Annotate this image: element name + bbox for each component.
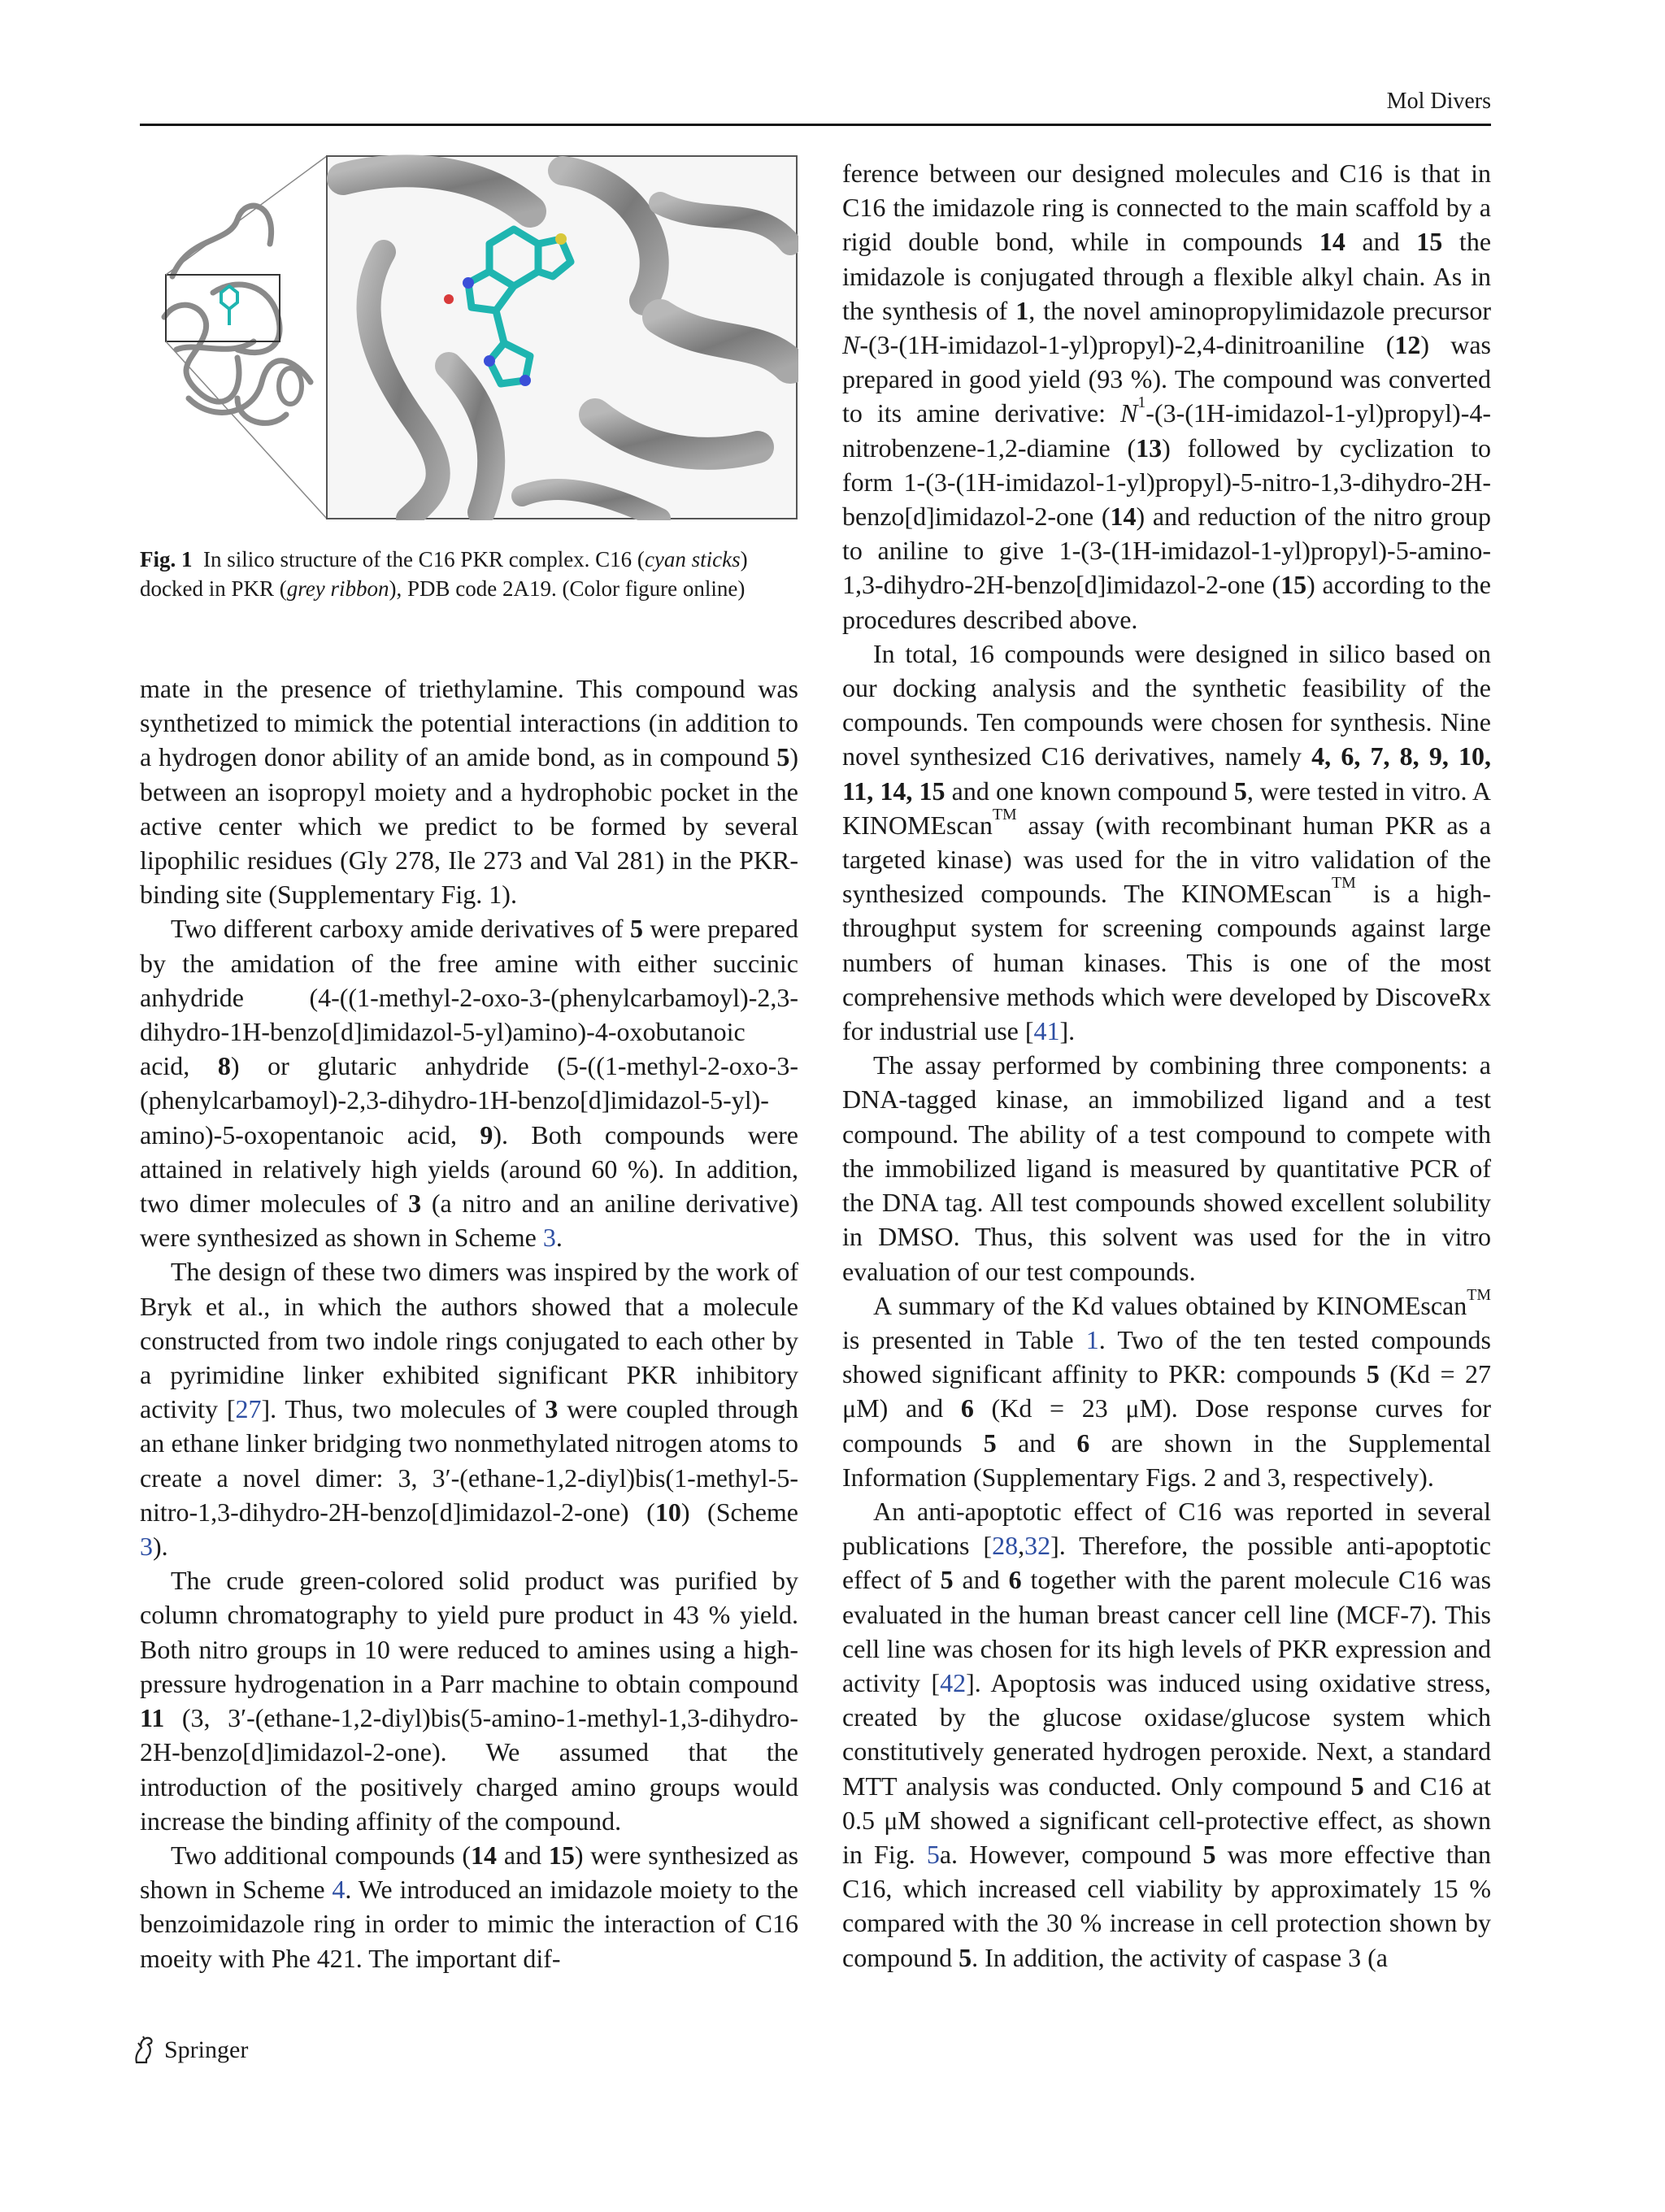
table-1-link[interactable]: 1 xyxy=(1085,1324,1099,1354)
protein-structure-image xyxy=(140,154,798,520)
springer-horse-icon xyxy=(130,2035,158,2066)
paragraph: A summary of the Kd values obtained by KINOMEscan™ is presented in Table 1. Two of the ten tested compounds showed significant affinity to PKR: compounds 5 (Kd = 27 μM) and 6 (Kd = 23 μM). Dose response curves for compounds 5 and 6 are shown in the Supplemental Information (Supplementary Figs. 2 and 3, respectively). xyxy=(842,1285,1492,1492)
scheme-3-link[interactable]: 3 xyxy=(140,1532,153,1562)
publisher-footer xyxy=(130,2034,248,2066)
figure-5-link[interactable]: 5 xyxy=(926,1839,940,1869)
figure-caption: Fig. 1 In silico structure of the C16 PKR complex. C16 (cyan sticks) docked in PKR (grey ribbon), PDB code 2A19. (Color figure online) xyxy=(140,547,748,601)
header-rule xyxy=(140,124,1491,126)
scheme-3-link[interactable]: 3 xyxy=(542,1223,556,1253)
reference-27-link[interactable]: 27 xyxy=(235,1394,262,1424)
figure-label: Fig. 1 xyxy=(140,547,193,571)
paragraph: The assay performed by combining three components: a DNA-tagged kinase, an immobilized ligand and a test compound. The ability of a test compound to compete with the immobilized ligand is measured by quantitative PCR of the DNA tag. All test compounds showed excellent solubility in DMSO. Thus, this solvent was used for the in vitro evaluation of our test compounds. xyxy=(842,1050,1491,1286)
overview-ligand xyxy=(221,286,237,325)
paragraph: Two different carboxy amide derivatives of 5 were prepared by the amidation of the free amine with either succinic anhydride (4-((1-methyl-2-oxo-3-(phenylcarbamoyl)-2,3-dihydro-1H-benzo[d]imidazol-5-yl)amino)-4-oxobutanoic acid, 8) or glutaric anhydride (5-((1-methyl-2-oxo-3-(phenylcarbamoyl)-2,3-dihydro-1H-benzo[d]imidazol-5-yl)-amino)-5-oxopentanoic acid, 9). Both compounds were attained in relatively high yields (around 60 %). In addition, two dimer molecules of 3 (a nitro and an aniline derivative) were synthesized as shown in Scheme 3. xyxy=(140,914,799,1253)
paragraph: Two additional compounds (14 and 15) were synthesized as shown in Scheme 4. We introduced an imidazole moiety to the benzoimidazole ring in order to mimic the interaction of C16 moeity with Phe 421. The important dif- xyxy=(140,1840,799,1973)
journal-name: Mol Divers xyxy=(1386,89,1491,114)
figure-1 xyxy=(140,154,798,520)
reference-32-link[interactable]: 32 xyxy=(1024,1531,1051,1561)
paragraph: The design of these two dimers was inspired by the work of Bryk et al., in which the authors showed that a molecule constructed from two indole rings conjugated to each other by a pyrimidine linker exhibited significant PKR inhibitory activity [27]. Thus, two molecules of 3 were coupled through an ethane linker bridging two nonmethylated nitrogen atoms to create a novel dimer: 3, 3′-(ethane-1,2-diyl)bis(1-methyl-5-nitro-1,3-dihydro-2H-benzo[d]imidazol-2-one) (10) (Scheme 3). xyxy=(140,1257,799,1562)
right-column xyxy=(842,156,1491,1975)
paragraph: ference between our designed molecules and C16 is that in C16 the imidazole ring is connected to the main scaffold by a rigid double bond, while in compounds 14 and 15 the imidazole is conjugated through a flexible alkyl chain. As in the synthesis of 1, the novel aminopropylimidazole precursor N-(3-(1H-imidazol-1-yl)propyl)-2,4-dinitroaniline (12) was prepared in good yield (93 %). The compound was converted to its amine derivative: $N^1-(3-(1H-imidazol-1-yl)propyl)-4-nitrobenzene-1,2$-diamine (13) followed by cyclization to form 1-(3-(1H-imidazol-1-yl)propyl)-5-nitro-1,3-dihydro-2H-benzo[d]imidazol-2-one (14) and reduction of the nitro group to aniline to give 1-(3-(1H-imidazol-1-yl)propyl)-5-amino-1,3-dihydro-2H-benzo[d]imidazol-2-one (15) according to the procedures described above. xyxy=(842,159,1492,634)
paragraph: mate in the presence of triethylamine. This compound was synthetized to mimick the potential interactions (in addition to a hydrogen donor ability of an amide bond, as in compound 5) between an isopropyl moiety and a hydrophobic pocket in the active center which we predict to be formed by several lipophilic residues (Gly 278, Ile 273 and Val 281) in the PKR-binding site (Supplementary Fig. 1). xyxy=(140,674,798,910)
scheme-4-link[interactable]: 4 xyxy=(332,1875,346,1905)
reference-28-link[interactable]: 28 xyxy=(992,1531,1019,1561)
reference-42-link[interactable]: 42 xyxy=(940,1667,967,1697)
overview-ribbon xyxy=(164,206,311,423)
publisher-name: Springer xyxy=(164,2036,249,2063)
left-column xyxy=(140,671,798,1975)
paragraph: In total, 16 compounds were designed in silico based on our docking analysis and the synthetic feasibility of the compounds. Ten compounds were chosen for synthesis. Nine novel synthesized C16 derivatives, namely 4, 6, 7, 8, 9, 10, 11, 14, 15 and one known compound 5, were tested in vitro. A KINOMEscan™ assay (with recombinant human PKR as a targeted kinase) was used for the in vitro validation of the synthesized compounds. The KINOMEscan™ is a high-throughput system for screening compounds against large numbers of human kinases. This is one of the most comprehensive methods which were developed by DiscoveRx for industrial use [41]. xyxy=(842,638,1492,1046)
reference-41-link[interactable]: 41 xyxy=(1033,1016,1060,1046)
paragraph: The crude green-colored solid product was purified by column chromatography to yield pure product in 43 % yield. Both nitro groups in 10 were reduced to amines using a high-pressure hydrogenation in a Parr machine to obtain compound 11 (3, 3′-(ethane-1,2-diyl)bis(5-amino-1-methyl-1,3-dihydro-2H-benzo[d]imidazol-2-one). We assumed that the introduction of the positively charged amino groups would increase the binding affinity of the compound. xyxy=(140,1566,798,1836)
paragraph: An anti-apoptotic effect of C16 was reported in several publications [28,32]. Therefore, the possible anti-apoptotic effect of 5 and 6 together with the parent molecule C16 was evaluated in the human breast cancer cell line (MCF-7). This cell line was chosen for its high levels of PKR expression and activity [42]. Apoptosis was induced using oxidative stress, created by the glucose oxidase/glucose system which constitutively generated hydrogen peroxide. Next, a standard MTT analysis was conducted. Only compound 5 and C16 at 0.5 μM showed a significant cell-protective effect, as shown in Fig. 5a. However, compound 5 was more effective than C16, which increased cell viability by approximately 15 % compared with the 30 % increase in cell protection shown by compound 5. In addition, the activity of caspase 3 (a xyxy=(842,1496,1492,1972)
